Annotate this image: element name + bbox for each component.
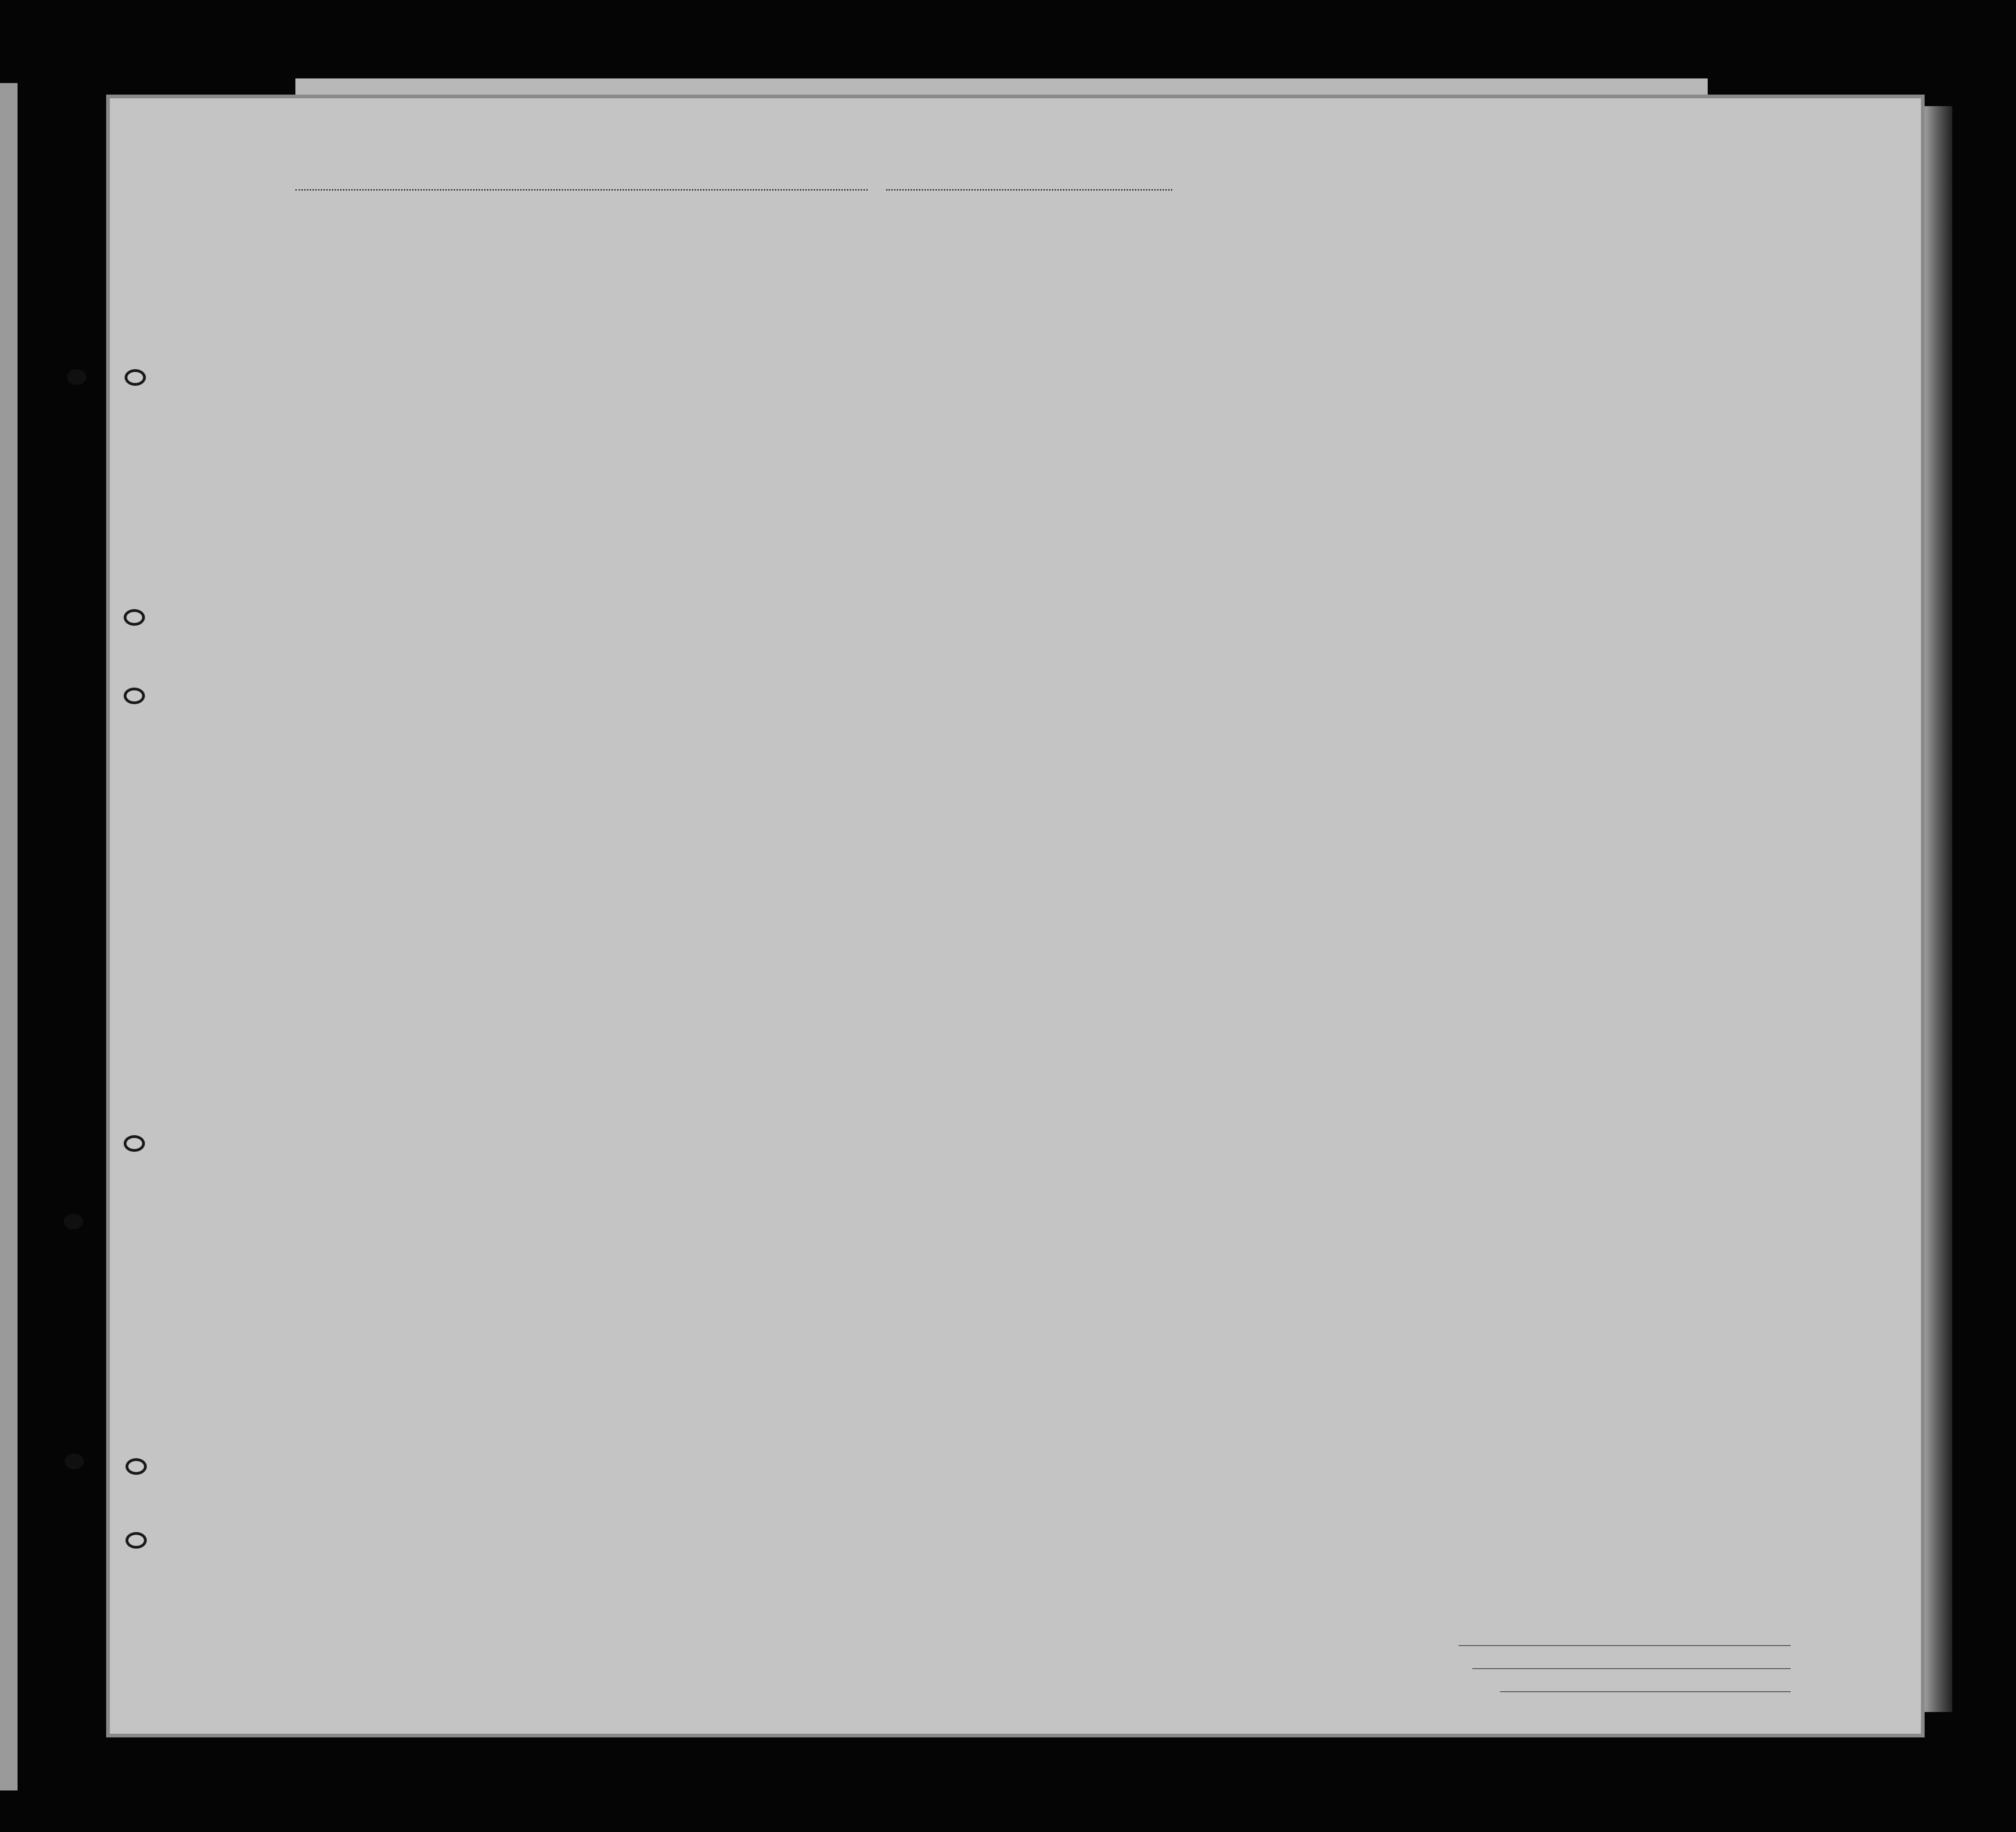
header-prison-almshouse [1262, 351, 1288, 466]
line-signature-line [1458, 1645, 1791, 1646]
header-excluded [1435, 351, 1454, 466]
owners-signature-line [1472, 1668, 1791, 1669]
header-anarchist [1326, 351, 1344, 466]
header-become-citizen [1221, 374, 1244, 471]
header-ticket [588, 346, 607, 466]
header-length-stay [1188, 374, 1212, 471]
header-intends-return [1156, 374, 1179, 471]
header-fifty-dollars [721, 346, 740, 466]
header-deported [1458, 351, 1476, 466]
agents-signature-line [1500, 1691, 1791, 1692]
header-polygamist [1299, 351, 1318, 466]
header-feet [1591, 415, 1610, 466]
header-labor-offer [1396, 351, 1431, 466]
header-inches [1611, 415, 1629, 466]
header-overthrow [1348, 351, 1392, 466]
